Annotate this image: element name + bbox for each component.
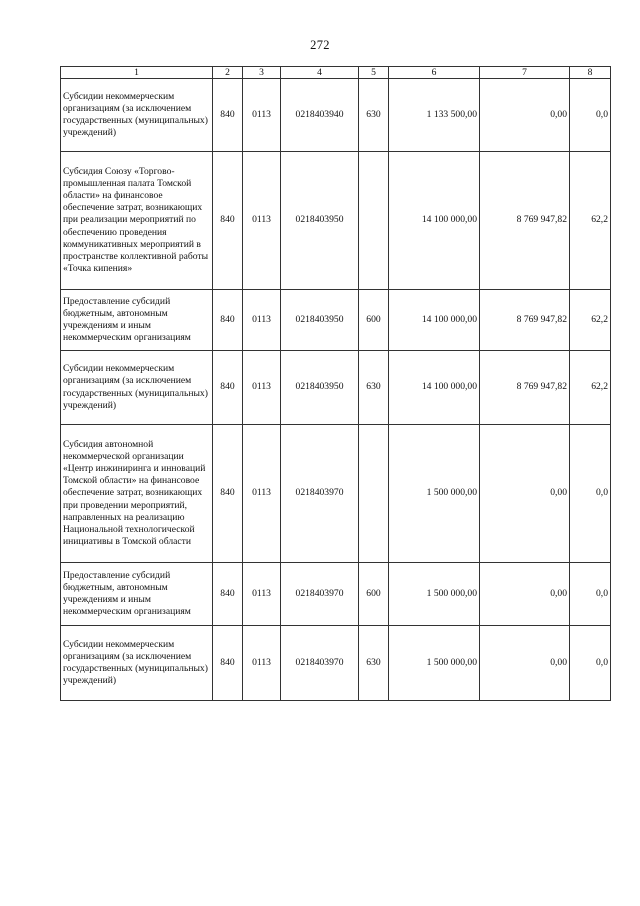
section-code: 0113 [243,290,281,351]
execution-percent: 0,0 [570,79,611,152]
header-row [61,67,611,79]
planned-amount: 1 133 500,00 [389,79,480,152]
target-code: 0218403970 [281,563,359,626]
item-name: Субсидии некоммерческим организациям (за исключением государственных (муниципальных) учреждений) [61,351,213,425]
execution-percent: 0,0 [570,425,611,563]
execution-percent: 62,2 [570,152,611,290]
planned-amount: 1 500 000,00 [389,425,480,563]
item-name: Предоставление субсидий бюджетным, автономным учреждениям и иным некоммерческим организациям [61,563,213,626]
admin-code: 840 [213,626,243,701]
column-header: 5 [359,67,389,79]
execution-percent: 0,0 [570,626,611,701]
target-code: 0218403950 [281,290,359,351]
planned-amount: 1 500 000,00 [389,563,480,626]
table-row [61,626,611,701]
item-name: Предоставление субсидий бюджетным, автономным учреждениям и иным некоммерческим организациям [61,290,213,351]
section-code: 0113 [243,152,281,290]
target-code: 0218403950 [281,152,359,290]
table-row [61,425,611,563]
executed-amount: 8 769 947,82 [480,152,570,290]
execution-percent: 0,0 [570,563,611,626]
expense-type-code: 630 [359,351,389,425]
admin-code: 840 [213,425,243,563]
table-row [61,563,611,626]
table-row [61,79,611,152]
section-code: 0113 [243,563,281,626]
execution-percent: 62,2 [570,290,611,351]
column-header: 3 [243,67,281,79]
planned-amount: 1 500 000,00 [389,626,480,701]
column-header: 8 [570,67,611,79]
target-code: 0218403970 [281,626,359,701]
admin-code: 840 [213,563,243,626]
table-row [61,290,611,351]
planned-amount: 14 100 000,00 [389,152,480,290]
executed-amount: 0,00 [480,79,570,152]
execution-percent: 62,2 [570,351,611,425]
table-row [61,152,611,290]
executed-amount: 0,00 [480,563,570,626]
page-number: 272 [310,38,330,52]
admin-code: 840 [213,351,243,425]
admin-code: 840 [213,290,243,351]
admin-code: 840 [213,152,243,290]
item-name: Субсидия Союзу «Торгово-промышленная палата Томской области» на финансовое обеспечение затрат, возникающих при реализации мероприятий по обеспечению проведения коммуникативных мероприятий в пространстве коллективной работы «Точка кипения» [61,152,213,290]
admin-code: 840 [213,79,243,152]
target-code: 0218403970 [281,425,359,563]
target-code: 0218403950 [281,351,359,425]
expense-type-code [359,425,389,563]
section-code: 0113 [243,351,281,425]
item-name: Субсидии некоммерческим организациям (за исключением государственных (муниципальных) учреждений) [61,626,213,701]
column-header: 1 [61,67,213,79]
target-code: 0218403940 [281,79,359,152]
expense-type-code: 630 [359,626,389,701]
section-code: 0113 [243,425,281,563]
table-row [61,351,611,425]
section-code: 0113 [243,626,281,701]
column-header: 7 [480,67,570,79]
item-name: Субсидии некоммерческим организациям (за исключением государственных (муниципальных) учреждений) [61,79,213,152]
expense-type-code: 600 [359,290,389,351]
planned-amount: 14 100 000,00 [389,351,480,425]
expense-type-code: 600 [359,563,389,626]
column-header: 4 [281,67,359,79]
planned-amount: 14 100 000,00 [389,290,480,351]
expense-type-code: 630 [359,79,389,152]
section-code: 0113 [243,79,281,152]
budget-table [60,66,611,701]
column-header: 6 [389,67,480,79]
expense-type-code [359,152,389,290]
executed-amount: 8 769 947,82 [480,290,570,351]
executed-amount: 8 769 947,82 [480,351,570,425]
executed-amount: 0,00 [480,425,570,563]
column-header: 2 [213,67,243,79]
executed-amount: 0,00 [480,626,570,701]
item-name: Субсидия автономной некоммерческой организации «Центр инжиниринга и инноваций Томской области» на финансовое обеспечение затрат, возникающих при проведении мероприятий, направленных на реализацию Национальной технологической инициативы в Томской области [61,425,213,563]
